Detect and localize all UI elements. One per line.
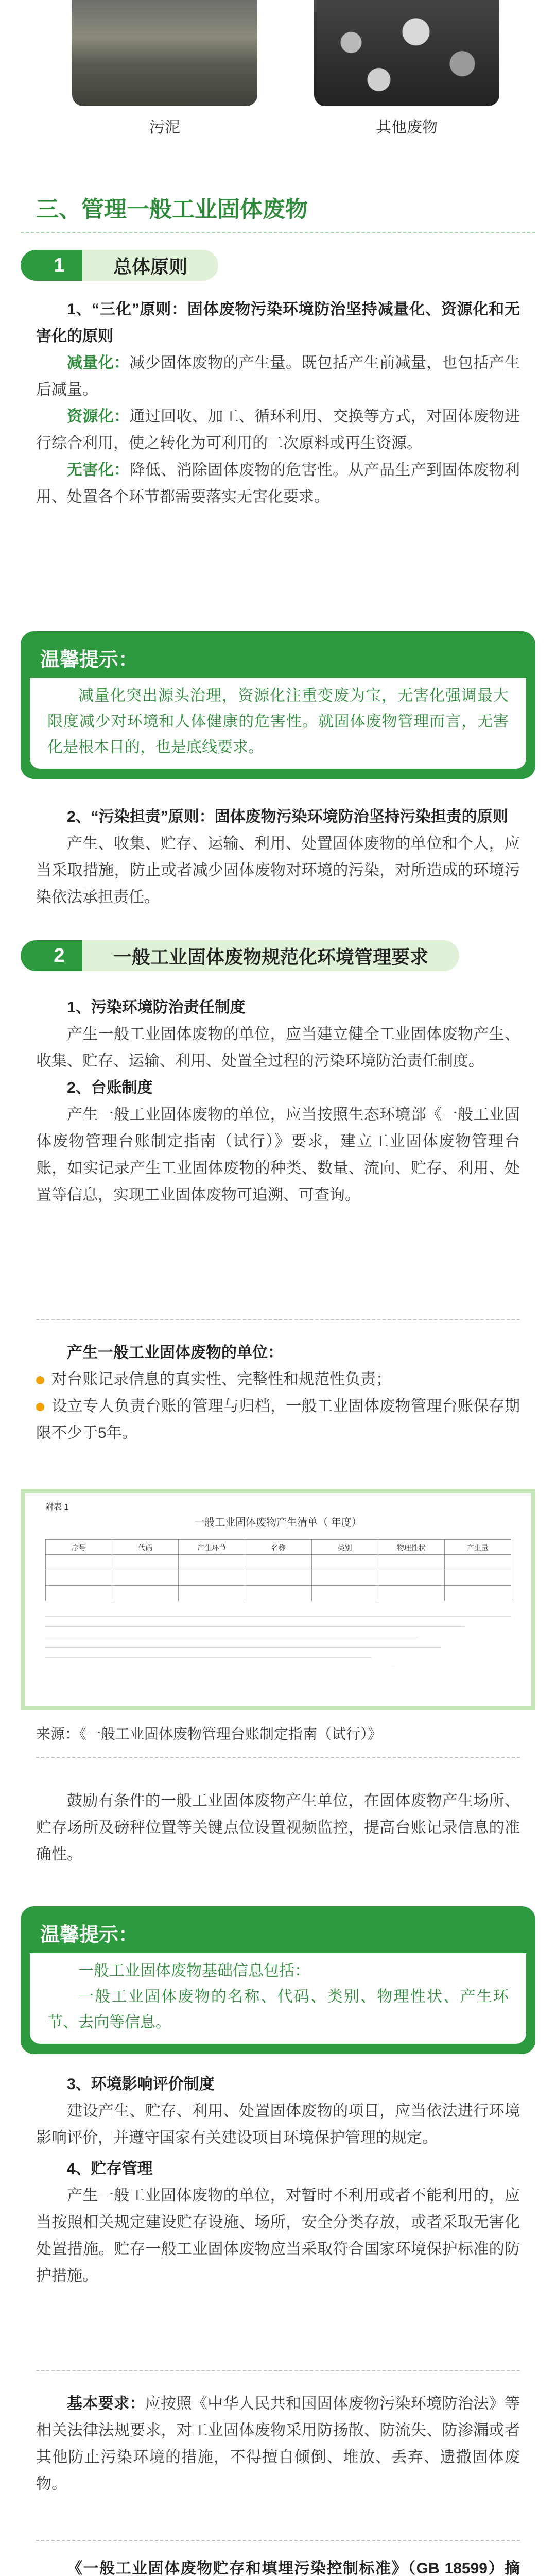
ledger-table bbox=[45, 1539, 511, 1601]
table-notes bbox=[45, 1612, 511, 1668]
requirement-3-4 bbox=[0, 2071, 556, 2290]
pill-label: 一般工业固体废物规范化环境管理要求 bbox=[82, 940, 459, 971]
tip-line-2: 一般工业固体废物的名称、代码、类别、物理性状、产生环节、去向等信息。 bbox=[47, 1988, 509, 2031]
sludge-caption: 污泥 bbox=[149, 119, 180, 136]
gb-excerpt: 《一般工业固体废物贮存和填埋污染控制标准》（GB 18599）摘 bbox=[67, 2560, 520, 2576]
duty-item: 对台账记录信息的真实性、完整性和规范性负责； bbox=[36, 1366, 520, 1393]
table-title: 一般工业固体废物产生清单（ 年度） bbox=[194, 1517, 362, 1528]
divider bbox=[36, 2370, 520, 2371]
req3-body: 建设产生、贮存、利用、处置固体废物的项目，应当依法进行环境影响评价，并遵守国家有关建设项目环境保护管理的规定。 bbox=[36, 2103, 520, 2146]
reduce-para: 减量化：减少固体废物的产生量。既包括产生前减量，也包括产生后减量。 bbox=[36, 354, 520, 398]
harmless-para: 无害化：降低、消除固体废物的危害性。从产品生产到固体废物利用、处置各个环节都需要落实无害化要求。 bbox=[36, 462, 520, 505]
duty-item: 设立专人负责台账的管理与归档，一般工业固体废物管理台账保存期限不少于5年。 bbox=[36, 1398, 520, 1442]
divider bbox=[36, 1757, 520, 1758]
photo-strip bbox=[0, 0, 556, 139]
basic-requirement: 基本要求：应按照《中华人民共和国固体废物污染环境防治法》等相关法律法规要求，对工业固体废物采用防扬散、防流失、防渗漏或者其他防止污染环境的措施，不得擅自倾倒、堆放、丢弃、遗撒固体废物。 bbox=[36, 2395, 520, 2493]
section-title: 三、管理一般工业固体废物 bbox=[36, 197, 308, 222]
bullet-icon bbox=[36, 1403, 44, 1411]
tip-box-1 bbox=[21, 631, 535, 779]
pill-general-principles bbox=[21, 250, 218, 281]
liability-body: 产生、收集、贮存、运输、利用、处置固体废物的单位和个人，应当采取措施，防止或者减少固体废物对环境的污染，对所造成的环境污染依法承担责任。 bbox=[36, 835, 520, 906]
divider bbox=[36, 2540, 520, 2541]
other-waste-photo bbox=[314, 0, 499, 106]
resource-para: 资源化：通过回收、加工、循环利用、交换等方式，对固体废物进行综合利用，使之转化为可利用的二次原料或再生资源。 bbox=[36, 408, 520, 452]
other-caption: 其他废物 bbox=[376, 119, 438, 136]
principle-three bbox=[0, 296, 556, 511]
source-line: 来源：《一般工业固体废物管理台账制定指南（试行）》 bbox=[36, 1726, 383, 1742]
divider bbox=[21, 232, 535, 233]
req4-body: 产生一般工业固体废物的单位，对暂时不利用或者不能利用的，应当按照相关规定建设贮存设施、场所，安全分类存放，或者采取无害化处置措施。贮存一般工业固体废物应当采取符合国家环境保护标准的防护措施。 bbox=[36, 2187, 520, 2284]
pill-number: 1 bbox=[21, 250, 98, 281]
annex-label: 附表 1 bbox=[45, 1503, 69, 1512]
tip-line-1: 一般工业固体废物基础信息包括： bbox=[78, 1962, 310, 1979]
tip-box-2 bbox=[21, 1906, 535, 2054]
sludge-photo bbox=[72, 0, 257, 106]
ledger-table-image bbox=[21, 1489, 535, 1710]
table-row bbox=[45, 1555, 511, 1570]
encourage-para: 鼓励有条件的一般工业固体废物产生单位，在固体废物产生场所、贮存场所及磅秤位置等关键点位设置视频监控，提高台账记录信息的准确性。 bbox=[36, 1792, 520, 1863]
pill-management-requirements bbox=[21, 940, 459, 971]
duty-list bbox=[0, 1340, 556, 1447]
table-row bbox=[45, 1570, 511, 1586]
three-lead: 1、“三化”原则：固体废物污染环境防治坚持减量化、资源化和无害化的原则 bbox=[36, 301, 520, 345]
req2-heading: 2、台账制度 bbox=[67, 1079, 153, 1096]
requirement-1-2 bbox=[0, 994, 556, 1209]
duty-heading: 产生一般工业固体废物的单位： bbox=[67, 1344, 283, 1361]
pill-number: 2 bbox=[21, 940, 98, 971]
req1-body: 产生一般工业固体废物的单位，应当建立健全工业固体废物产生、收集、贮存、运输、利用、处置全过程的污染环境防治责任制度。 bbox=[36, 1026, 520, 1070]
bullet-icon bbox=[36, 1376, 44, 1384]
req2-body: 产生一般工业固体废物的单位，应当按照生态环境部《一般工业固体废物管理台账制定指南（试行）》要求，建立工业固体废物管理台账，如实记录产生工业固体废物的种类、数量、流向、贮存、利用、处置等信息，实现工业固体废物可追溯、可查询。 bbox=[36, 1106, 520, 1204]
table-header-row: 序号 代码 产生环节 名称 类别 物理性状 产生量 bbox=[45, 1539, 511, 1555]
table-row bbox=[45, 1586, 511, 1601]
tip-body: 减量化突出源头治理，资源化注重变废为宝，无害化强调最大限度减少对环境和人体健康的危害性。就固体废物管理而言，无害化是根本目的，也是底线要求。 bbox=[47, 687, 509, 756]
tip-title: 温馨提示： bbox=[40, 1924, 138, 1946]
req4-heading: 4、贮存管理 bbox=[67, 2160, 153, 2177]
req1-heading: 1、污染环境防治责任制度 bbox=[67, 999, 246, 1016]
liability-lead: 2、“污染担责”原则：固体废物污染环境防治坚持污染担责的原则 bbox=[67, 808, 508, 825]
principle-liability bbox=[0, 804, 556, 911]
pill-label: 总体原则 bbox=[82, 250, 218, 281]
divider bbox=[36, 1319, 520, 1320]
tip-title: 温馨提示： bbox=[40, 649, 138, 671]
req3-heading: 3、环境影响评价制度 bbox=[67, 2076, 215, 2093]
